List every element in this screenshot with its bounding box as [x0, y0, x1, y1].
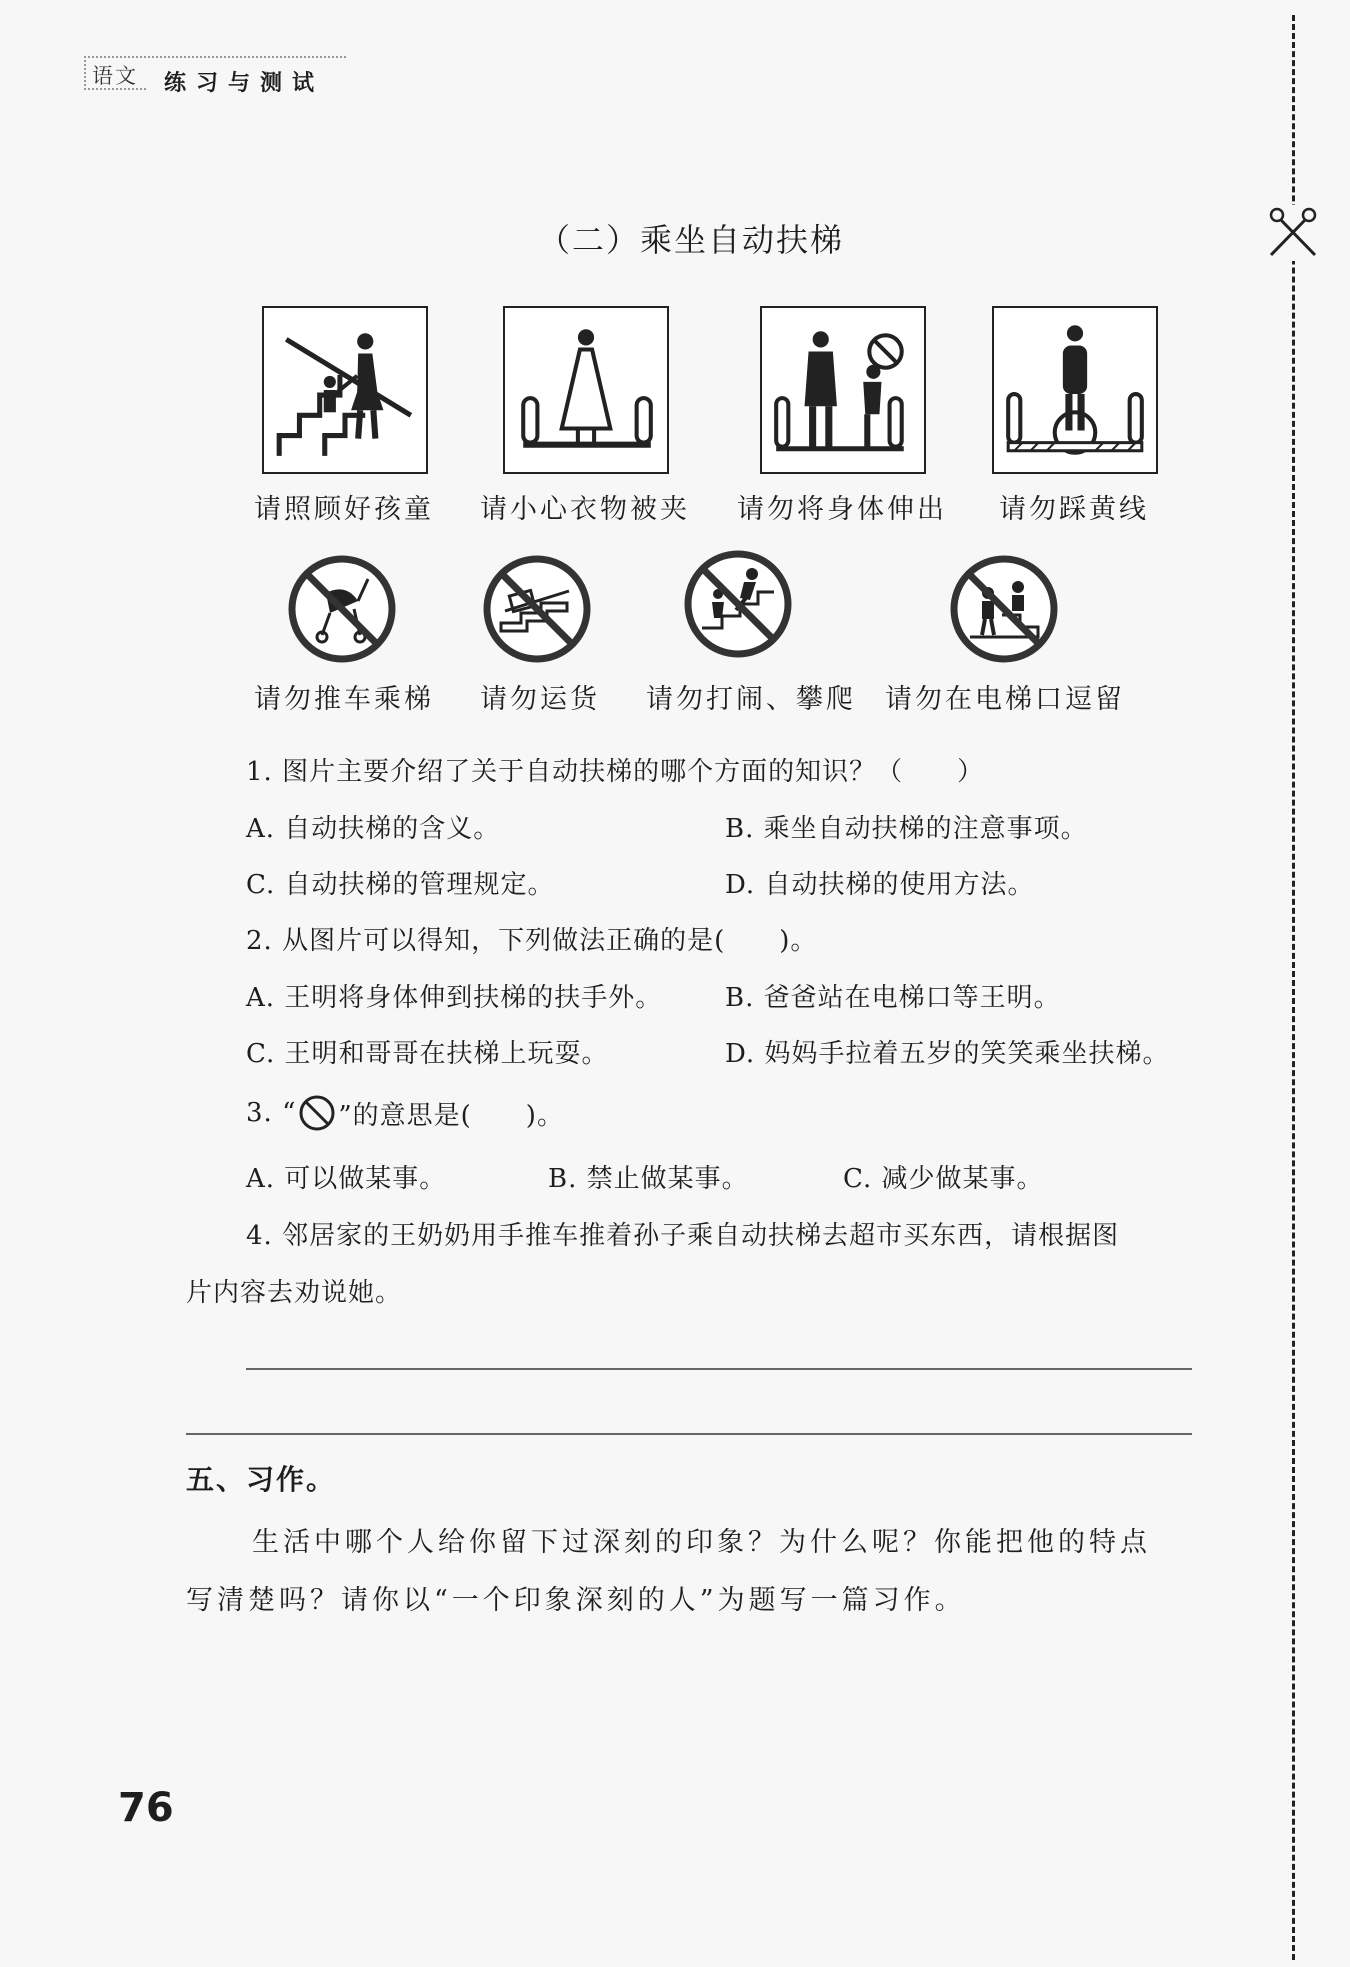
option-d: D. 妈妈手拉着五岁的笑笑乘坐扶梯。: [725, 1039, 1170, 1069]
option-c: C. 王明和哥哥在扶梯上玩耍。: [246, 1039, 609, 1069]
section-5-heading: 五、习作。: [186, 1463, 337, 1496]
sign-caption: 请勿打闹、攀爬: [646, 684, 856, 715]
option-d: D. 自动扶梯的使用方法。: [725, 870, 1035, 900]
sign-caption: 请勿踩黄线: [999, 494, 1149, 525]
question-3-stem: [246, 1094, 564, 1132]
option-b: B. 爸爸站在电梯口等王明。: [725, 983, 1061, 1013]
option-a: A. 王明将身体伸到扶梯的扶手外。: [246, 983, 663, 1013]
sign-caption: 请照顾好孩童: [254, 494, 434, 525]
scissors-icon: [1265, 205, 1321, 261]
sign-caption: 请勿在电梯口逗留: [885, 684, 1125, 715]
question-1-stem: 1. 图片主要介绍了关于自动扶梯的哪个方面的知识？（ ）: [246, 757, 985, 787]
subject-label: 语文: [92, 64, 138, 88]
answer-line[interactable]: [246, 1368, 1192, 1370]
page-header: [84, 56, 346, 96]
sign-caption: 请勿推车乘梯: [254, 684, 434, 715]
question-4-line: 4. 邻居家的王奶奶用手推车推着孙子乘自动扶梯去超市买东西，请根据图: [246, 1221, 1120, 1251]
question-2-stem: 2. 从图片可以得知，下列做法正确的是( )。: [246, 926, 818, 956]
no-cargo-icon: [481, 553, 593, 665]
lean-out-icon: [760, 306, 926, 474]
sign-caption: 请勿将身体伸出: [737, 494, 947, 525]
hold-child-icon: [262, 306, 428, 474]
header-border: [84, 56, 86, 90]
question-4-line: 片内容去劝说她。: [186, 1278, 403, 1308]
option-b: B. 乘坐自动扶梯的注意事项。: [725, 814, 1088, 844]
no-climbing-icon: [682, 548, 794, 660]
option-a: A. 自动扶梯的含义。: [246, 814, 501, 844]
sign-caption: 请小心衣物被夹: [480, 494, 690, 525]
option-b: B. 禁止做某事。: [548, 1164, 749, 1194]
option-c: C. 自动扶梯的管理规定。: [246, 870, 555, 900]
essay-prompt-line: 生活中哪个人给你留下过深刻的印象？为什么呢？你能把他的特点: [252, 1527, 1151, 1558]
clothes-caught-icon: [503, 306, 669, 474]
book-title: 练习与测试: [164, 71, 325, 96]
section-title: （二）乘坐自动扶梯: [538, 221, 845, 259]
yellow-line-icon: [992, 306, 1158, 474]
header-border: [84, 56, 346, 58]
question-3-suffix: ”的意思是( )。: [338, 1100, 564, 1131]
question-3-prefix: 3. “: [246, 1098, 297, 1128]
sign-caption: 请勿运货: [480, 684, 600, 715]
answer-line[interactable]: [186, 1433, 1192, 1435]
essay-prompt-line: 写清楚吗？请你以“一个印象深刻的人”为题写一篇习作。: [186, 1585, 966, 1616]
no-stroller-icon: [286, 553, 398, 665]
no-lingering-icon: [948, 553, 1060, 665]
cut-line: [1292, 15, 1295, 1960]
option-a: A. 可以做某事。: [246, 1164, 447, 1194]
prohibition-symbol-icon: [298, 1094, 336, 1132]
page-number: 76: [118, 1785, 174, 1831]
option-c: C. 减少做某事。: [843, 1164, 1044, 1194]
